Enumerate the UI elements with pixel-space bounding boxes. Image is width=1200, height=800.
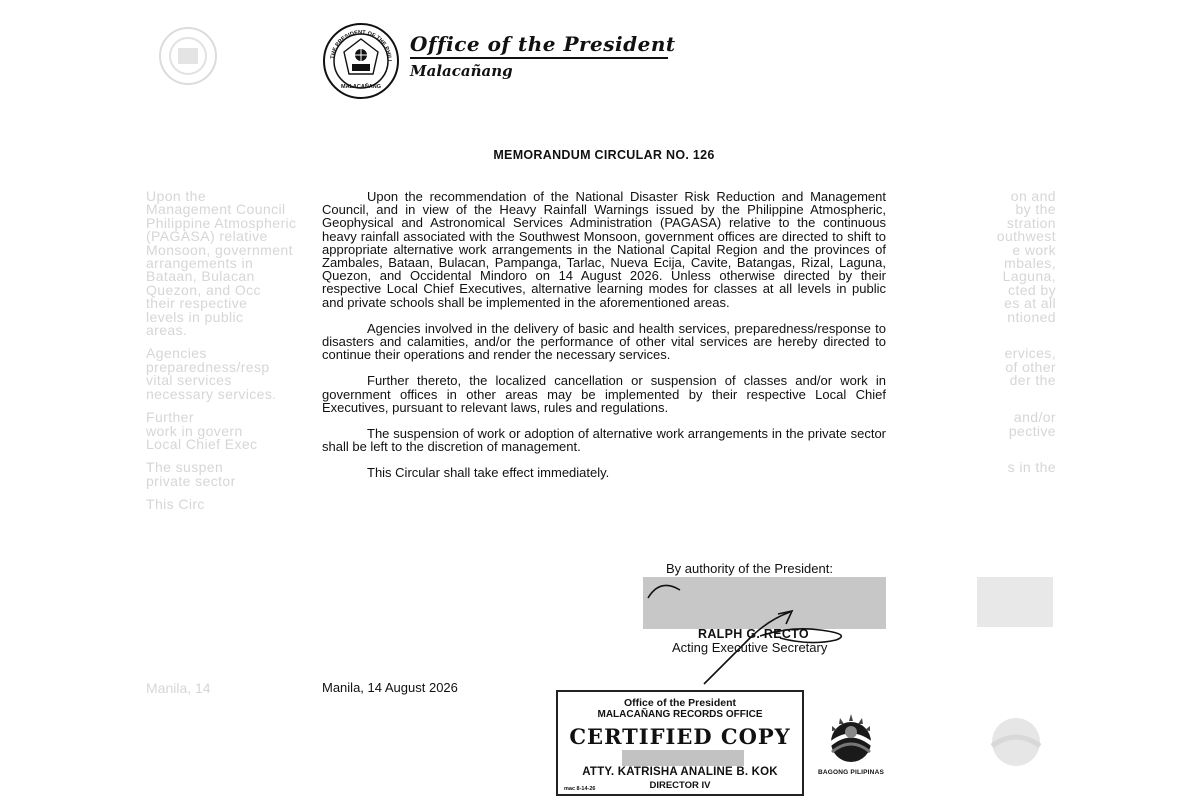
ghost-place-date: Manila, 14 (146, 680, 211, 696)
letterhead-office: Office of the President (410, 32, 676, 56)
ghost-text-left: Upon the Management Council Philippine Atmospheric (PAGASA) relative Monsoon, government arrangements in Bataan, Bulacan Quezon, and Occ their respective levels in public areas. Agencies preparedness/resp vital services necessary services. Further work in govern Local Chief Exec The suspen private sector This Circ (146, 188, 297, 513)
authority-line: By authority of the President: (666, 561, 833, 576)
bagong-pilipinas-icon (820, 712, 882, 764)
ghost-logo-right (978, 712, 1054, 772)
memo-paragraph: Further thereto, the localized cancellation or suspension of classes and/or work in government offices in other areas may be implemented by their respective Local Chief Executives, pursuant to relevant laws, rules and regulations. (322, 373, 886, 415)
memo-body (322, 190, 886, 493)
place-date: Manila, 14 August 2026 (322, 680, 458, 695)
bagong-pilipinas-text: BAGONG PILIPINAS (817, 769, 885, 776)
memo-title: MEMORANDUM CIRCULAR NO. 126 (493, 148, 715, 162)
certified-copy-stamp (556, 690, 804, 796)
ghost-text-right: on and by the stration outhwest e work mbales, Laguna, cted by es at all ntioned ervices, of other der the and/or pective s in the (996, 188, 1056, 476)
letterhead-rule (410, 57, 668, 59)
stamp-records-office: MALACAÑANG RECORDS OFFICE (597, 709, 763, 720)
signature-scribble (640, 568, 870, 688)
signatory-name: RALPH G. RECTO (698, 627, 809, 641)
stamp-signatory-name: ATTY. KATRISHA ANALINE B. KOK (582, 766, 778, 778)
ghost-redaction-right (977, 577, 1053, 627)
stamp-redaction (622, 750, 744, 766)
signatory-title: Acting Executive Secretary (672, 640, 828, 655)
memo-paragraph: Agencies involved in the delivery of basic and health services, preparedness/response to disasters and calamities, and/or the performance of other vital services are hereby directed to continue their operations and render the necessary services. (322, 320, 886, 363)
seal-footer-text: MALACAÑANG (340, 84, 382, 90)
memo-paragraph: Upon the recommendation of the National Disaster Risk Reduction and Management Council, and in view of the Heavy Rainfall Warnings issued by the Philippine Atmospheric, Geophysical and Astronomical Services Administration (PAGASA) relative to the continuous heavy rainfall associated with the Southwest Monsoon, government offices are directed to shift to appropriate alternative work arrangements in the National Capital Region and the provinces of Zambales, Bataan, Bulacan, Pampanga, Tarlac, Nueva Ecija, Cavite, Batangas, Rizal, Laguna, Quezon, and Occidental Mindoro on 14 August 2026. Unless otherwise directed by their respective Local Chief Executives, alternative learning modes for classes at all levels in public and private schools shall be implemented in the aforementioned areas. (322, 189, 886, 310)
stamp-office: Office of the President (623, 697, 737, 709)
memo-paragraph: The suspension of work or adoption of alternative work arrangements in the private sector shall be left to the discretion of management. (322, 426, 886, 455)
stamp-signatory-position: DIRECTOR IV (649, 780, 711, 791)
stamp-initials: mac 8-14-26 (564, 786, 596, 792)
letterhead-malacanang: Malacañang (410, 62, 513, 80)
memo-paragraph: This Circular shall take effect immediately. (367, 465, 610, 481)
ghost-seal-left (150, 26, 234, 82)
stamp-certified-copy: CERTIFIED COPY (569, 724, 791, 749)
seal-ring-text: THE PRESIDENT OF THE PHILI (330, 29, 393, 62)
bagong-pilipinas-logo (817, 712, 885, 782)
presidential-seal (322, 22, 400, 100)
